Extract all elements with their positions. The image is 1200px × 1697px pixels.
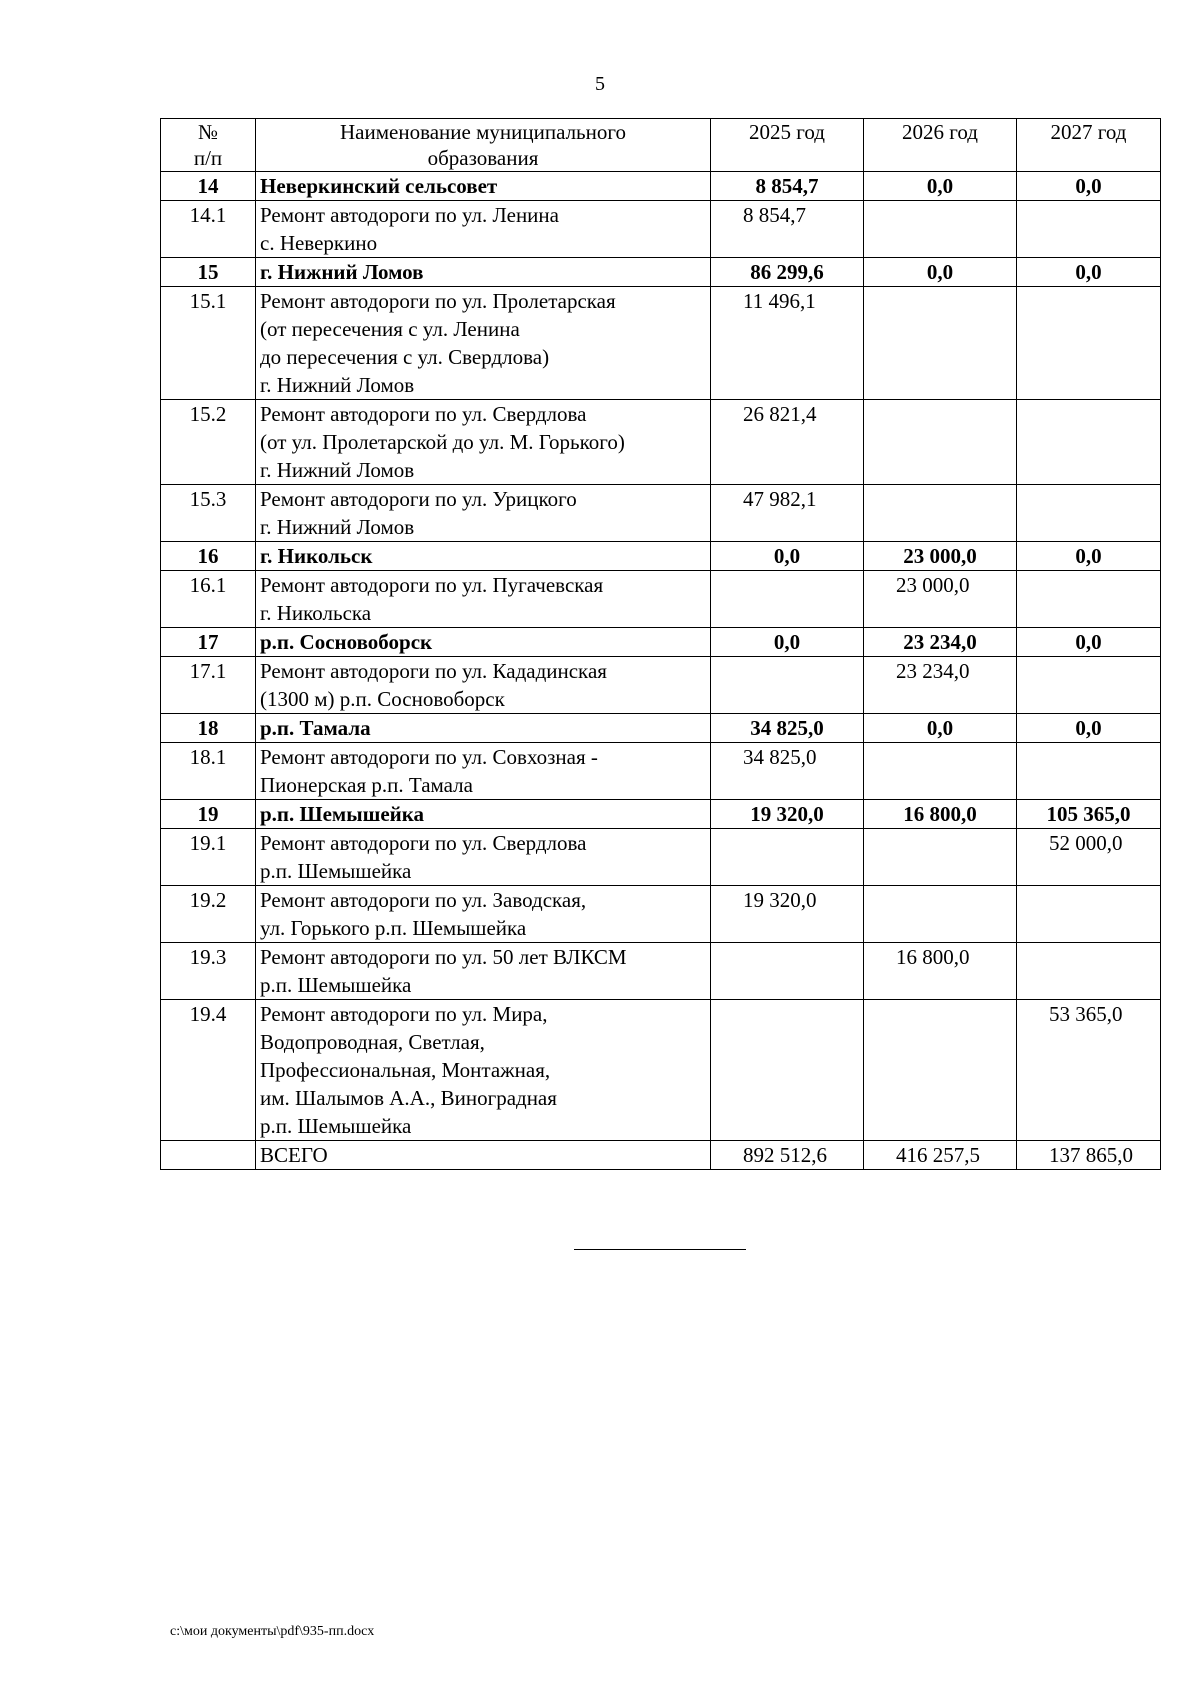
cell-2025: 8 854,7 [711,172,864,201]
footer-file-path: c:\мои документы\pdf\935-пп.docx [170,1624,375,1639]
cell-2026: 16 800,0 [864,943,1017,1000]
cell-number: 15 [161,258,256,287]
cell-2026 [864,287,1017,400]
table-row-group [161,542,1161,571]
table-row [161,485,1161,542]
cell-2025: 34 825,0 [711,714,864,743]
cell-2025: 19 320,0 [711,886,864,943]
cell-2027: 0,0 [1017,258,1161,287]
cell-name: г. Никольск [256,542,711,571]
cell-number: 15.3 [161,485,256,542]
header-number: № п/п [161,119,256,172]
cell-2026: 0,0 [864,172,1017,201]
cell-2026: 23 234,0 [864,628,1017,657]
cell-2026: 16 800,0 [864,800,1017,829]
cell-2025: 26 821,4 [711,400,864,485]
cell-2025 [711,571,864,628]
cell-2025: 47 982,1 [711,485,864,542]
cell-number: 15.1 [161,287,256,400]
cell-2025: 892 512,6 [711,1141,864,1170]
table-body [161,172,1161,1170]
cell-number: 14.1 [161,201,256,258]
table-row-total [161,1141,1161,1170]
cell-2026 [864,400,1017,485]
cell-2027: 0,0 [1017,172,1161,201]
cell-2026 [864,201,1017,258]
cell-name: Ремонт автодороги по ул. Заводская, ул. Горького р.п. Шемышейка [256,886,711,943]
table-row [161,571,1161,628]
table-row [161,400,1161,485]
cell-name: Неверкинский сельсовет [256,172,711,201]
table-row-group [161,628,1161,657]
cell-2027: 105 365,0 [1017,800,1161,829]
cell-2025: 0,0 [711,628,864,657]
cell-2027: 137 865,0 [1017,1141,1161,1170]
table-row-group [161,714,1161,743]
cell-name: р.п. Шемышейка [256,800,711,829]
cell-number: 19.4 [161,1000,256,1141]
cell-2027: 0,0 [1017,542,1161,571]
cell-number: 19.1 [161,829,256,886]
cell-2026 [864,485,1017,542]
cell-name: Ремонт автодороги по ул. Пугачевская г. Никольска [256,571,711,628]
cell-2025 [711,943,864,1000]
table-row-group [161,172,1161,201]
cell-2027: 0,0 [1017,628,1161,657]
cell-name: р.п. Сосновоборск [256,628,711,657]
cell-name: Ремонт автодороги по ул. Пролетарская (от пересечения с ул. Ленина до пересечения с ул. Свердлова) г. Нижний Ломов [256,287,711,400]
cell-2027 [1017,287,1161,400]
cell-2026: 416 257,5 [864,1141,1017,1170]
cell-number: 18.1 [161,743,256,800]
cell-2025 [711,657,864,714]
cell-2026: 0,0 [864,714,1017,743]
cell-2026 [864,1000,1017,1141]
cell-2026 [864,886,1017,943]
cell-name: р.п. Тамала [256,714,711,743]
cell-name: Ремонт автодороги по ул. Урицкого г. Нижний Ломов [256,485,711,542]
cell-number: 15.2 [161,400,256,485]
cell-2027: 52 000,0 [1017,829,1161,886]
cell-2026: 0,0 [864,258,1017,287]
cell-2027 [1017,886,1161,943]
cell-2026 [864,829,1017,886]
cell-number: 18 [161,714,256,743]
cell-name: ВСЕГО [256,1141,711,1170]
cell-number: 19.2 [161,886,256,943]
table-header-row [161,119,1161,172]
cell-name: Ремонт автодороги по ул. Кададинская (1300 м) р.п. Сосновоборск [256,657,711,714]
table-row-group [161,800,1161,829]
cell-2027 [1017,657,1161,714]
cell-2025: 11 496,1 [711,287,864,400]
cell-number: 16 [161,542,256,571]
table-row [161,287,1161,400]
cell-2025: 19 320,0 [711,800,864,829]
cell-2027 [1017,400,1161,485]
cell-2027 [1017,571,1161,628]
table-row [161,743,1161,800]
cell-2027 [1017,485,1161,542]
cell-name: Ремонт автодороги по ул. Свердлова р.п. Шемышейка [256,829,711,886]
cell-2027 [1017,943,1161,1000]
header-2027: 2027 год [1017,119,1161,172]
table-row [161,201,1161,258]
cell-2025 [711,829,864,886]
table-row [161,886,1161,943]
funding-table [160,118,1161,1170]
cell-2025: 86 299,6 [711,258,864,287]
cell-number: 19.3 [161,943,256,1000]
closing-rule [574,1249,746,1250]
cell-2027 [1017,201,1161,258]
cell-2026 [864,743,1017,800]
table-row [161,657,1161,714]
cell-number [161,1141,256,1170]
cell-2026: 23 234,0 [864,657,1017,714]
header-2025: 2025 год [711,119,864,172]
cell-name: Ремонт автодороги по ул. Совхозная - Пионерская р.п. Тамала [256,743,711,800]
cell-2025: 0,0 [711,542,864,571]
cell-number: 17.1 [161,657,256,714]
cell-2027: 0,0 [1017,714,1161,743]
header-name: Наименование муниципального образования [256,119,711,172]
table-row-group [161,258,1161,287]
cell-2025 [711,1000,864,1141]
cell-number: 17 [161,628,256,657]
cell-name: г. Нижний Ломов [256,258,711,287]
cell-name: Ремонт автодороги по ул. Свердлова (от ул. Пролетарской до ул. М. Горького) г. Нижний Ломов [256,400,711,485]
cell-2026: 23 000,0 [864,571,1017,628]
cell-2025: 34 825,0 [711,743,864,800]
table-row [161,943,1161,1000]
cell-2027 [1017,743,1161,800]
cell-2026: 23 000,0 [864,542,1017,571]
cell-2025: 8 854,7 [711,201,864,258]
table-row [161,829,1161,886]
cell-number: 16.1 [161,571,256,628]
cell-number: 14 [161,172,256,201]
cell-name: Ремонт автодороги по ул. 50 лет ВЛКСМ р.п. Шемышейка [256,943,711,1000]
header-2026: 2026 год [864,119,1017,172]
cell-name: Ремонт автодороги по ул. Мира, Водопроводная, Светлая, Профессиональная, Монтажная, им. Шалымов А.А., Виноградная р.п. Шемышейка [256,1000,711,1141]
cell-number: 19 [161,800,256,829]
cell-name: Ремонт автодороги по ул. Ленина с. Неверкино [256,201,711,258]
page-number: 5 [595,73,605,95]
table-row [161,1000,1161,1141]
cell-2027: 53 365,0 [1017,1000,1161,1141]
